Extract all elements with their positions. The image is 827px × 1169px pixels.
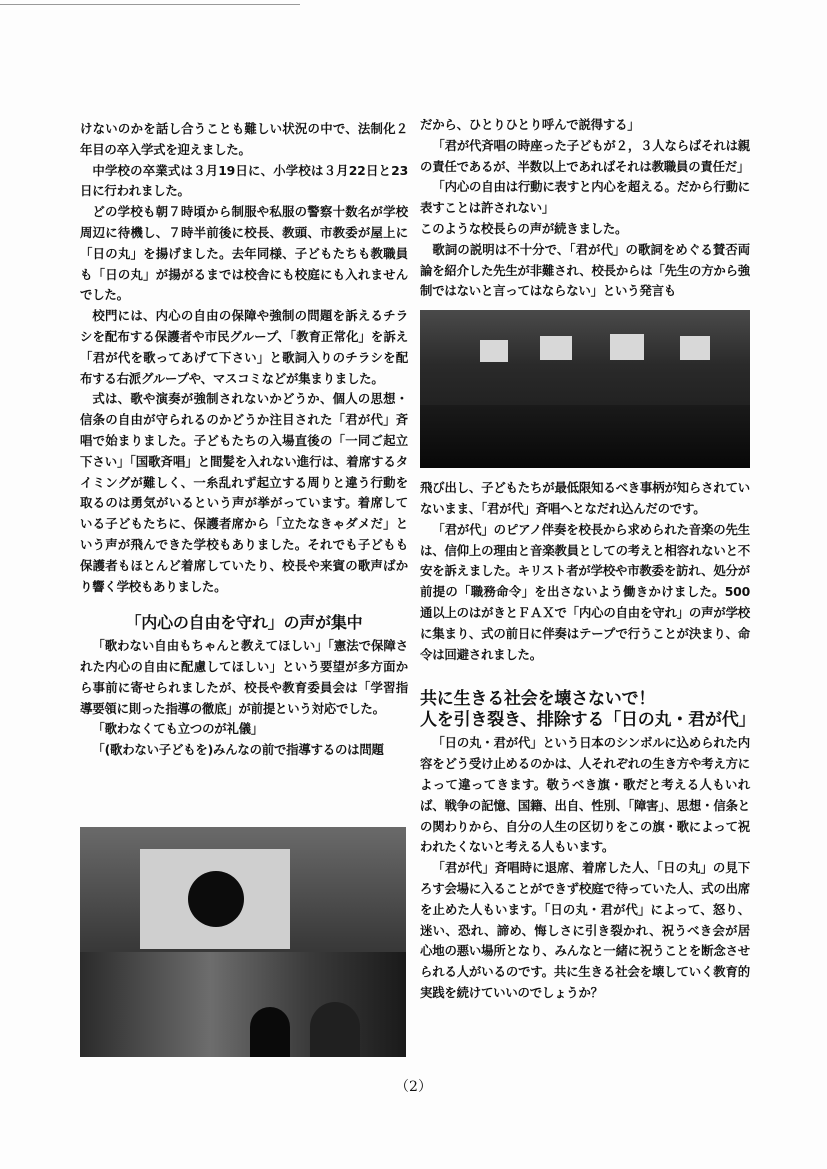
paragraph: どの学校も朝７時頃から制服や私服の警察十数名が学校周辺に待機し、７時半前後に校長、教頭、市教委が屋上に「日の丸」を揚げました。去年同様、子どもたちも教職員も「日の丸」が揚がるまでは校舎にも校庭にも入れませんでした。: [80, 204, 408, 303]
paragraph: 式は、歌や演奏が強制されないかどうか、個人の思想・信条の自由が守られるのかどうか注目された「君が代」斉唱で始まりました。子どもたちの入場直後の「一同ご起立下さい」「国歌斉唱」と間髪を入れない進行は、着席するタイミングが難しく、一糸乱れず起立する周りと違う行動を取るのは勇気がいるという声が挙がっています。着席している子どもたちに、保護者席から「立たなきゃダメだ」という声が飛んできた学校もありました。それでも子どもも保護者もほとんど着席していたり、校長や来賓の歌声ばかり響く学校もありました。: [80, 391, 408, 594]
window: [480, 340, 508, 362]
audience: [420, 405, 750, 468]
paragraph: 校門には、内心の自由の保障や強制の問題を訴えるチラシを配布する保護者や市民グループ、「教育正常化」を訴え「君が代を歌ってあげて下さい」と歌詞入りのチラシを配布する右派グループや、マスコミなどが集まりました。: [80, 308, 408, 386]
paragraph: 「君が代」のピアノ伴奏を校長から求められた音楽の先生は、信仰上の理由と音楽教員としての考えと相容れないと不安を訴えました。キリスト者が学校や市教委を訪れ、処分が前提の「職務命令」を出さないよう働きかけました。500通以上のはがきとＦＡＸで「内心の自由を守れ」の声が学校に集まり、式の前日に伴奏はテープで行うことが決まり、命令は回避されました。: [420, 521, 750, 662]
section-heading: [420, 689, 756, 731]
paragraph: 歌詞の説明は不十分で、「君が代」の歌詞をめぐる賛否両論を紹介した先生が非難され、校長からは「先生の方から強制ではないと言ってはならない」という発言も: [420, 241, 750, 299]
window: [680, 336, 710, 360]
section-heading: 「内心の自由を守れ」の声が集中: [125, 613, 363, 633]
paragraph: 中学校の卒業式は３月19日に、小学校は３月22日と23日に行われました。: [80, 162, 408, 199]
stage-photo: [80, 827, 406, 1057]
window: [540, 336, 572, 360]
paragraph: このような校長らの声が続きました。: [420, 220, 628, 236]
quote: 「内心の自由は行動に表すと内心を超える。だから行動に表すことは許されない」: [420, 179, 750, 216]
paragraph: 「君が代」斉唱時に退席、着席した人、「日の丸」の見下ろす会場に入ることができず校庭で待っていた人、式の出席を止めた人もいます。「日の丸・君が代」によって、怒り、迷い、恐れ、諦め、悔しさに引き裂かれ、祝うべき会が居心地の悪い場所となり、みんなと一緒に祝うことを断念させられる人がいるのです。共に生きる社会を壊していく教育的実践を続けていいのでしょうか？: [420, 860, 750, 1000]
section-heading-line: 人を引き裂き、排除する「日の丸・君が代」: [420, 710, 756, 731]
person-silhouette: [310, 1002, 360, 1057]
quote: 「歌わなくても立つのが礼儀」: [92, 721, 264, 737]
sun-disc: [188, 871, 244, 927]
quote: 「君が代斉唱の時座った子どもが２，３人ならばそれは親の責任であるが、半数以上であればそれは教職員の責任だ」: [420, 137, 750, 174]
gym-photo: [420, 310, 750, 468]
right-column: [420, 115, 756, 1004]
paragraph: けないのかを話し合うことも難しい状況の中で、法制化２年目の卒入学式を迎えました。: [80, 121, 408, 157]
quote: 「(歌わない子どもを)みんなの前で指導するのは問題: [92, 742, 384, 758]
paragraph: 「日の丸・君が代」という日本のシンボルに込められた内容をどう受け止めるのかは、人それぞれの生き方や考え方によって違ってきます。敬うべき旗・歌だと考える人もいれば、戦争の記憶、国籍、出自、性別、「障害」、思想・信条との関わりから、自分の人生の区切りをこの旗・歌によって祝われたくないと考える人もいます。: [420, 735, 750, 855]
top-rule: [0, 4, 300, 5]
window: [610, 334, 644, 360]
quote: だから、ひとりひとり呼んで説得する」: [420, 117, 640, 132]
person-silhouette: [250, 1007, 290, 1057]
paragraph: 「歌わない自由もちゃんと教えてほしい」「憲法で保障された内心の自由に配慮してほしい」という要望が多方面から事前に寄せられましたが、校長や教育委員会は「学習指導要領に則った指導の徹底」が前提という対応でした。: [80, 638, 408, 716]
left-column: [80, 119, 408, 761]
section-heading-line: 共に生きる社会を壊さないで！: [420, 689, 656, 710]
paragraph: 飛び出し、子どもたちが最低限知るべき事柄が知らされていないまま、「君が代」斉唱へとなだれ込んだのです。: [420, 480, 750, 516]
page-number: （2）: [395, 1079, 432, 1095]
